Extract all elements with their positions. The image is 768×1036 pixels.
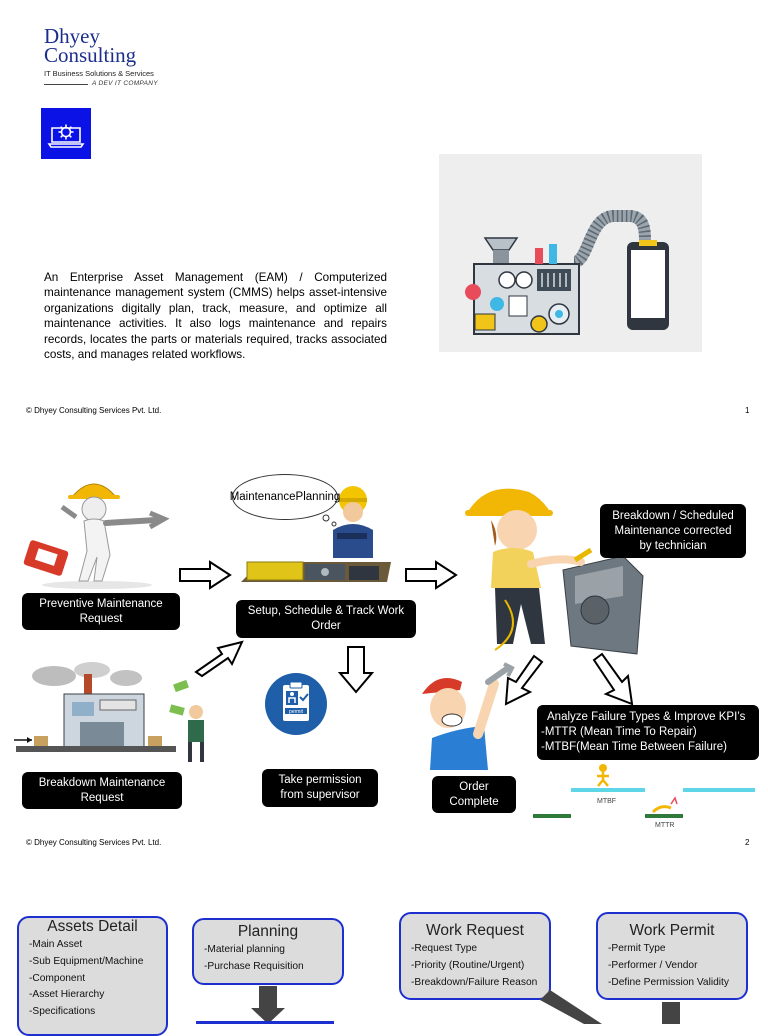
preventive-maintenance-label bbox=[22, 593, 180, 630]
breakdown-corrected-label bbox=[600, 504, 746, 558]
work-permit-box bbox=[596, 912, 748, 1000]
box-item: -Breakdown/Failure Reason bbox=[411, 976, 538, 988]
breakdown-maintenance-label bbox=[22, 772, 182, 809]
arrow-down-work-permit bbox=[660, 1002, 682, 1024]
label-line: Take permission bbox=[278, 774, 362, 786]
label-line: -MTBF(Mean Time Between Failure) bbox=[541, 741, 727, 753]
logo-text-dhyey: Dhyey bbox=[44, 24, 100, 48]
preventive-maintenance-figure bbox=[22, 457, 172, 590]
box-item: -Define Permission Validity bbox=[608, 976, 729, 988]
assets-detail-box bbox=[17, 916, 168, 1036]
setup-schedule-track-label bbox=[236, 600, 416, 638]
label-line: Analyze Failure Types & Improve KPI’s bbox=[547, 711, 746, 723]
box-title: Planning bbox=[237, 923, 299, 940]
arrow-down-permit bbox=[337, 645, 375, 695]
mttr-label: MTTR bbox=[655, 822, 675, 829]
arrow-right-2 bbox=[404, 560, 458, 590]
logo-tagline: IT Business Solutions & Services bbox=[44, 69, 154, 78]
page-number: 2 bbox=[745, 838, 750, 847]
box-item: -Sub Equipment/Machine bbox=[29, 955, 144, 967]
label-line: Maintenance corrected bbox=[614, 524, 732, 537]
label-line: Setup, Schedule & Track Work bbox=[247, 605, 405, 617]
mtbf-mttr-diagram bbox=[533, 760, 758, 832]
box-item: -Performer / Vendor bbox=[608, 959, 698, 971]
box-title: Work Request bbox=[426, 922, 524, 939]
maintenance-machine-illustration bbox=[439, 154, 702, 352]
mtbf-label: MTBF bbox=[597, 798, 617, 805]
label-line: Order bbox=[311, 620, 341, 632]
label-line: Order bbox=[459, 780, 489, 793]
box-item: -Priority (Routine/Urgent) bbox=[411, 959, 525, 971]
box-item: -Purchase Requisition bbox=[204, 960, 304, 972]
arrow-diagonal-down-left bbox=[500, 654, 546, 708]
box-title: Work Permit bbox=[629, 922, 715, 939]
arrow-diagonal-down-right bbox=[590, 652, 636, 708]
logo-text-consulting: Consulting bbox=[44, 43, 137, 67]
bubble-line-1: Maintenance bbox=[229, 490, 296, 503]
box-item: -Asset Hierarchy bbox=[29, 989, 105, 1001]
label-line: -MTTR (Mean Time To Repair) bbox=[541, 726, 697, 738]
take-permission-label bbox=[262, 769, 378, 807]
box-item: -Specifications bbox=[29, 1006, 96, 1018]
permit-badge-text: permit bbox=[289, 709, 303, 715]
intro-paragraph: An Enterprise Asset Management (EAM) / Computerized maintenance management system (CMMS) helps asset-intensive organizations digitally plan, track, measure, and optimize all maintenance activities. It also logs maintenance and repairs records, locates the parts or materials required, tracks associated costs, and manages related workflows. bbox=[44, 271, 387, 362]
label-line: Breakdown / Scheduled bbox=[612, 509, 734, 522]
label-line: from supervisor bbox=[280, 789, 360, 801]
label-line: Complete bbox=[449, 795, 499, 808]
arrow-right-1 bbox=[178, 560, 232, 590]
breakdown-factory-figure bbox=[14, 656, 214, 768]
logo-divider bbox=[44, 84, 88, 85]
box-item: -Permit Type bbox=[608, 943, 666, 954]
bubble-line-2: Planning bbox=[295, 490, 341, 503]
arrow-diagonal-work-request bbox=[540, 990, 610, 1024]
box-item: -Request Type bbox=[411, 943, 478, 954]
box-item: -Main Asset bbox=[29, 939, 83, 950]
page-number: 1 bbox=[745, 406, 750, 415]
work-request-box bbox=[399, 912, 551, 1000]
order-complete-label bbox=[432, 776, 516, 813]
box-title: Assets Detail bbox=[47, 918, 138, 935]
box-item: -Material planning bbox=[204, 944, 285, 955]
eam-logo-tile bbox=[41, 108, 91, 159]
box-item: -Component bbox=[29, 972, 86, 984]
planning-box bbox=[192, 918, 344, 985]
label-line: Breakdown Maintenance bbox=[38, 776, 166, 789]
footer-copyright: © Dhyey Consulting Services Pvt. Ltd. bbox=[26, 838, 162, 847]
label-line: Request bbox=[79, 612, 123, 625]
analyze-failure-label bbox=[537, 705, 759, 760]
gear-laptop-icon bbox=[41, 108, 91, 159]
arrow-diagonal-up bbox=[192, 638, 246, 680]
label-line: Preventive Maintenance bbox=[39, 597, 163, 610]
label-line: by technician bbox=[639, 539, 707, 552]
bubble-tail-dots bbox=[322, 514, 342, 533]
permit-icon bbox=[265, 673, 327, 735]
arrow-down-planning bbox=[249, 986, 287, 1024]
logo-subtag: A DEV IT COMPANY bbox=[92, 80, 158, 87]
footer-copyright: © Dhyey Consulting Services Pvt. Ltd. bbox=[26, 406, 162, 415]
label-line: Request bbox=[80, 791, 124, 804]
